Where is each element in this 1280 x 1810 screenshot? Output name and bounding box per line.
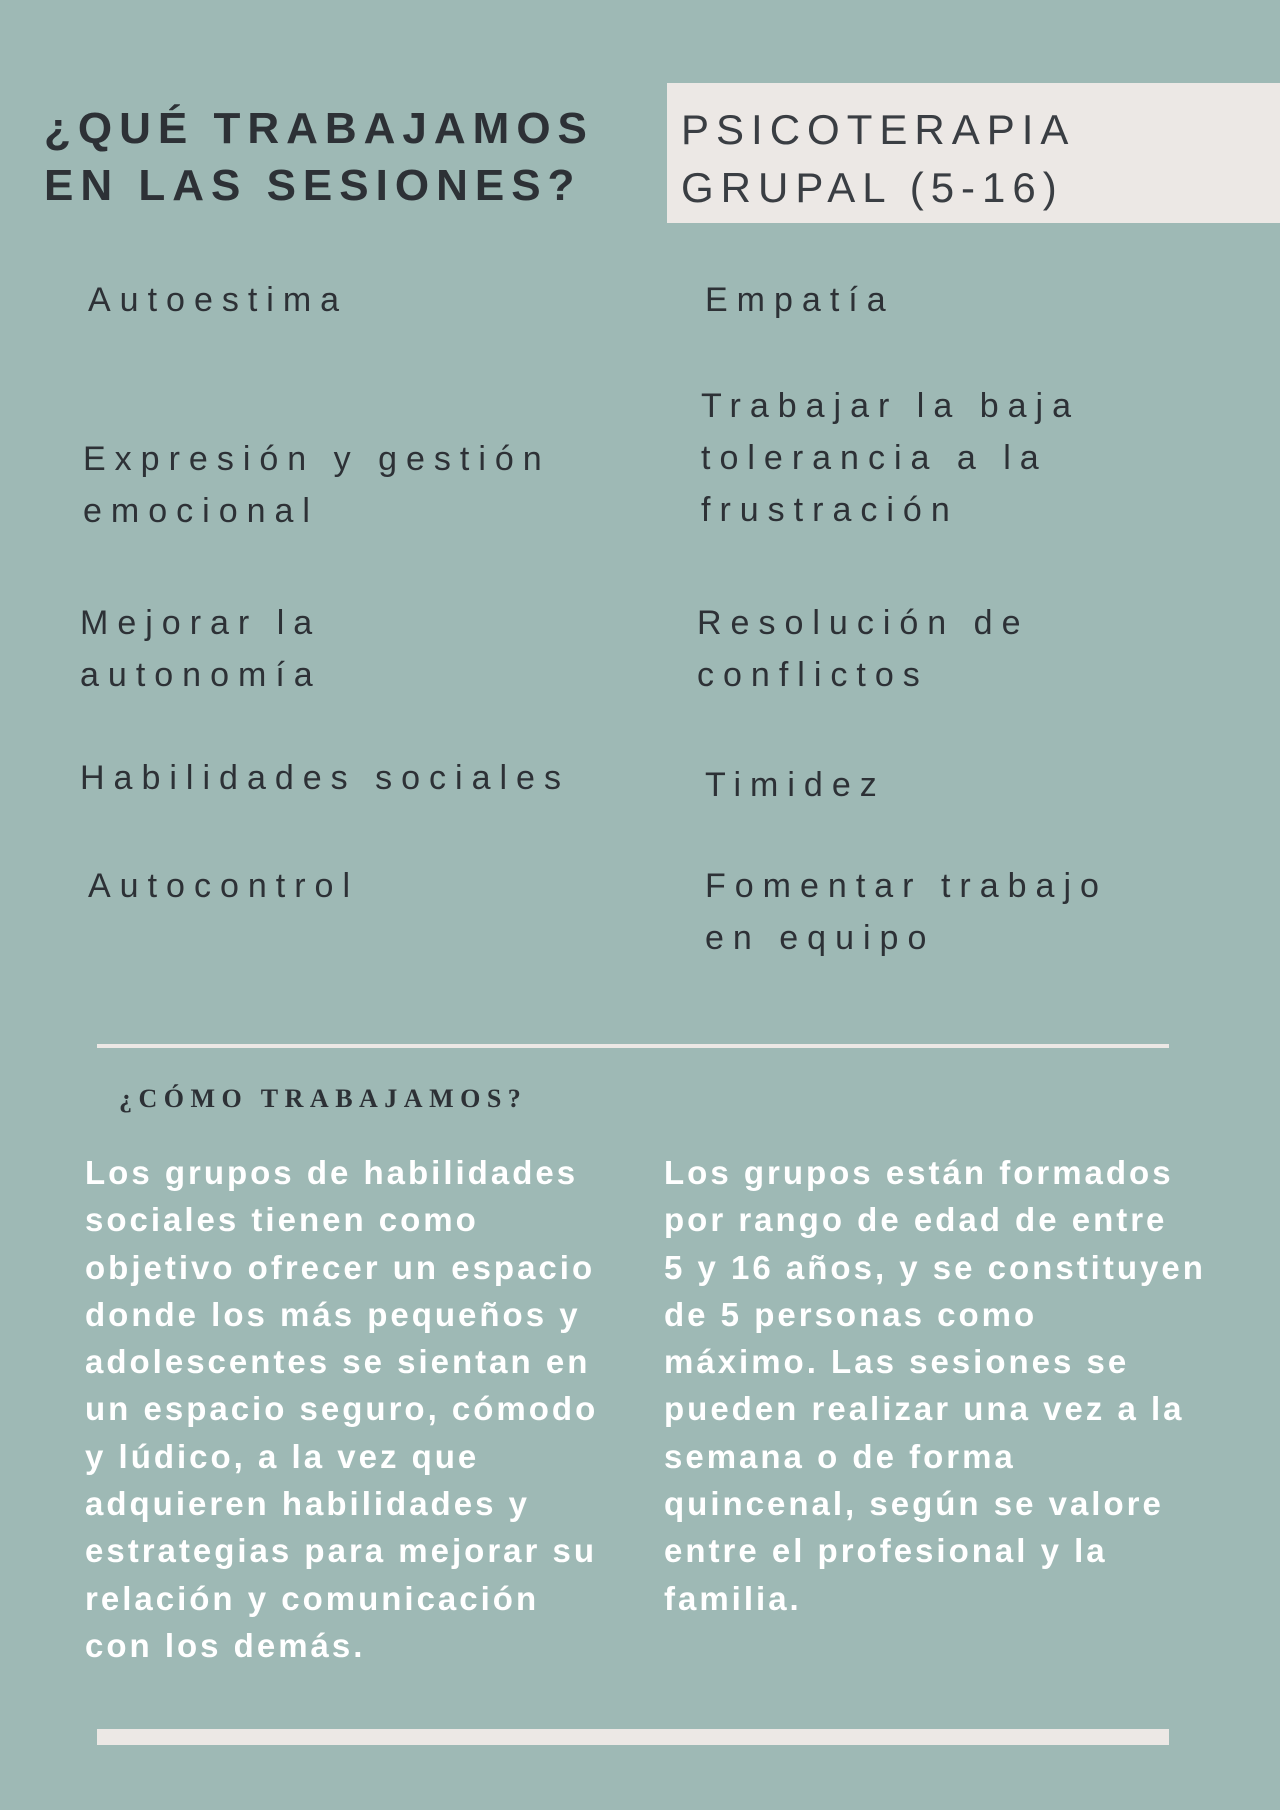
how-paragraph-left: Los grupos de habilidades sociales tienen como objetivo ofrecer un espacio donde los más pequeños y adolescentes se sientan en un espacio seguro, cómodo y lúdico, a la vez que adquieren habilidades y estrategias para mejorar su relación y comunicación con los demás. bbox=[85, 1154, 599, 1664]
bottom-bar bbox=[97, 1729, 1169, 1745]
topic-expresion-gestion-emocional: Expresión y gestión emocional bbox=[83, 440, 551, 530]
topic-autocontrol: Autocontrol bbox=[88, 867, 359, 905]
how-heading: ¿CÓMO TRABAJAMOS? bbox=[119, 1084, 528, 1113]
how-paragraph-right: Los grupos están formados por rango de edad de entre 5 y 16 años, y se constituyen de 5 personas como máximo. Las sesiones se pueden realizar una vez a la semana o de forma quincenal, según se valore entre el profesional y la familia. bbox=[664, 1154, 1206, 1617]
topic-autoestima: Autoestima bbox=[88, 281, 349, 319]
topic-timidez: Timidez bbox=[705, 766, 886, 804]
topic-resolucion-conflictos: Resolución de conflictos bbox=[697, 604, 1030, 694]
program-badge bbox=[667, 83, 1280, 223]
topic-mejorar-autonomia: Mejorar la autonomía bbox=[80, 604, 322, 694]
program-badge-text: PSICOTERAPIA GRUPAL (5-16) bbox=[681, 106, 1076, 211]
topic-trabajo-equipo: Fomentar trabajo en equipo bbox=[705, 867, 1108, 957]
topic-habilidades-sociales: Habilidades sociales bbox=[80, 759, 570, 797]
page-title: ¿QUÉ TRABAJAMOS EN LAS SESIONES? bbox=[44, 104, 594, 210]
section-divider bbox=[97, 1044, 1169, 1048]
topic-empatia: Empatía bbox=[705, 281, 895, 319]
topic-tolerancia-frustracion: Trabajar la baja tolerancia a la frustración bbox=[701, 387, 1080, 529]
